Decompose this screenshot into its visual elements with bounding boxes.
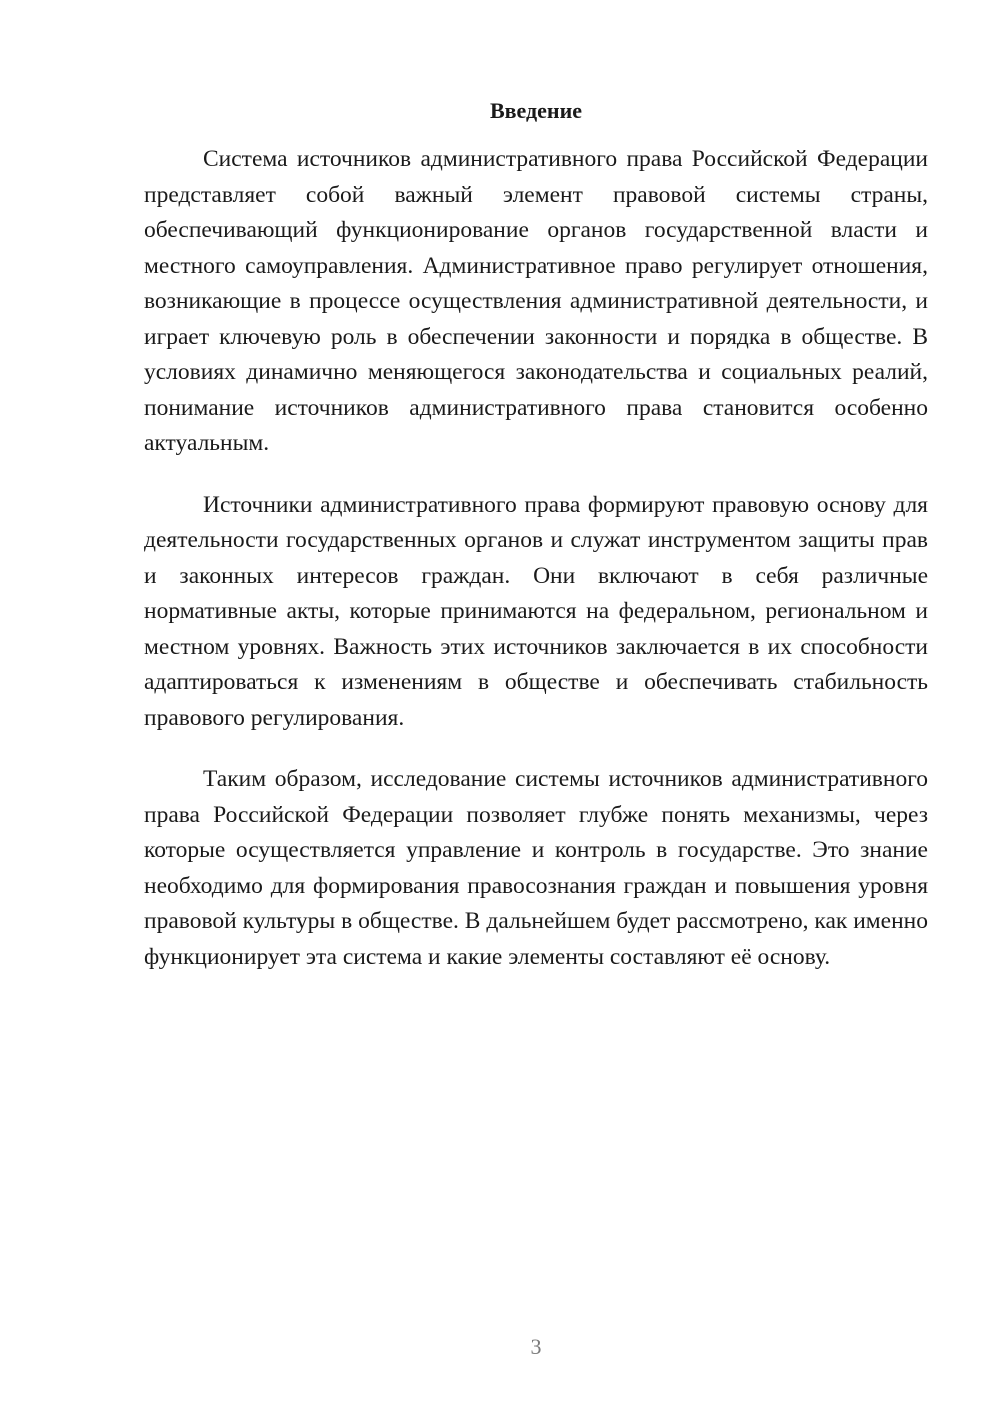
section-title: Введение	[489, 98, 583, 123]
page-number: 3	[530, 1334, 542, 1359]
paragraph-1: Система источников административного права Российской Федерации представляет собой важный элемент правовой системы страны, обеспечивающий функционирование органов государственной власти и местного самоуправления. Административное право регулирует отношения, возникающие в процессе осуществления административной деятельности, и играет ключевую роль в обеспечении законности и порядка в обществе. В условиях динамично меняющегося законодательства и социальных реалий, понимание источников административного права становится особенно актуальным.	[144, 146, 928, 456]
paragraph-2: Источники административного права формируют правовую основу для деятельности государственных органов и служат инструментом защиты прав и законных интересов граждан. Они включают в себя различные нормативные акты, которые принимаются на федеральном, региональном и местном уровнях. Важность этих источников заключается в их способности адаптироваться к изменениям в обществе и обеспечивать стабильность правового регулирования.	[144, 491, 928, 731]
paragraph-3: Таким образом, исследование системы источников административного права Российской Федерации позволяет глубже понять механизмы, через которые осуществляется управление и контроль в государстве. Это знание необходимо для формирования правосознания граждан и повышения уровня правовой культуры в обществе. В дальнейшем будет рассмотрено, как именно функционирует эта система и какие элементы составляют её основу.	[144, 766, 928, 970]
body-text	[144, 142, 928, 975]
